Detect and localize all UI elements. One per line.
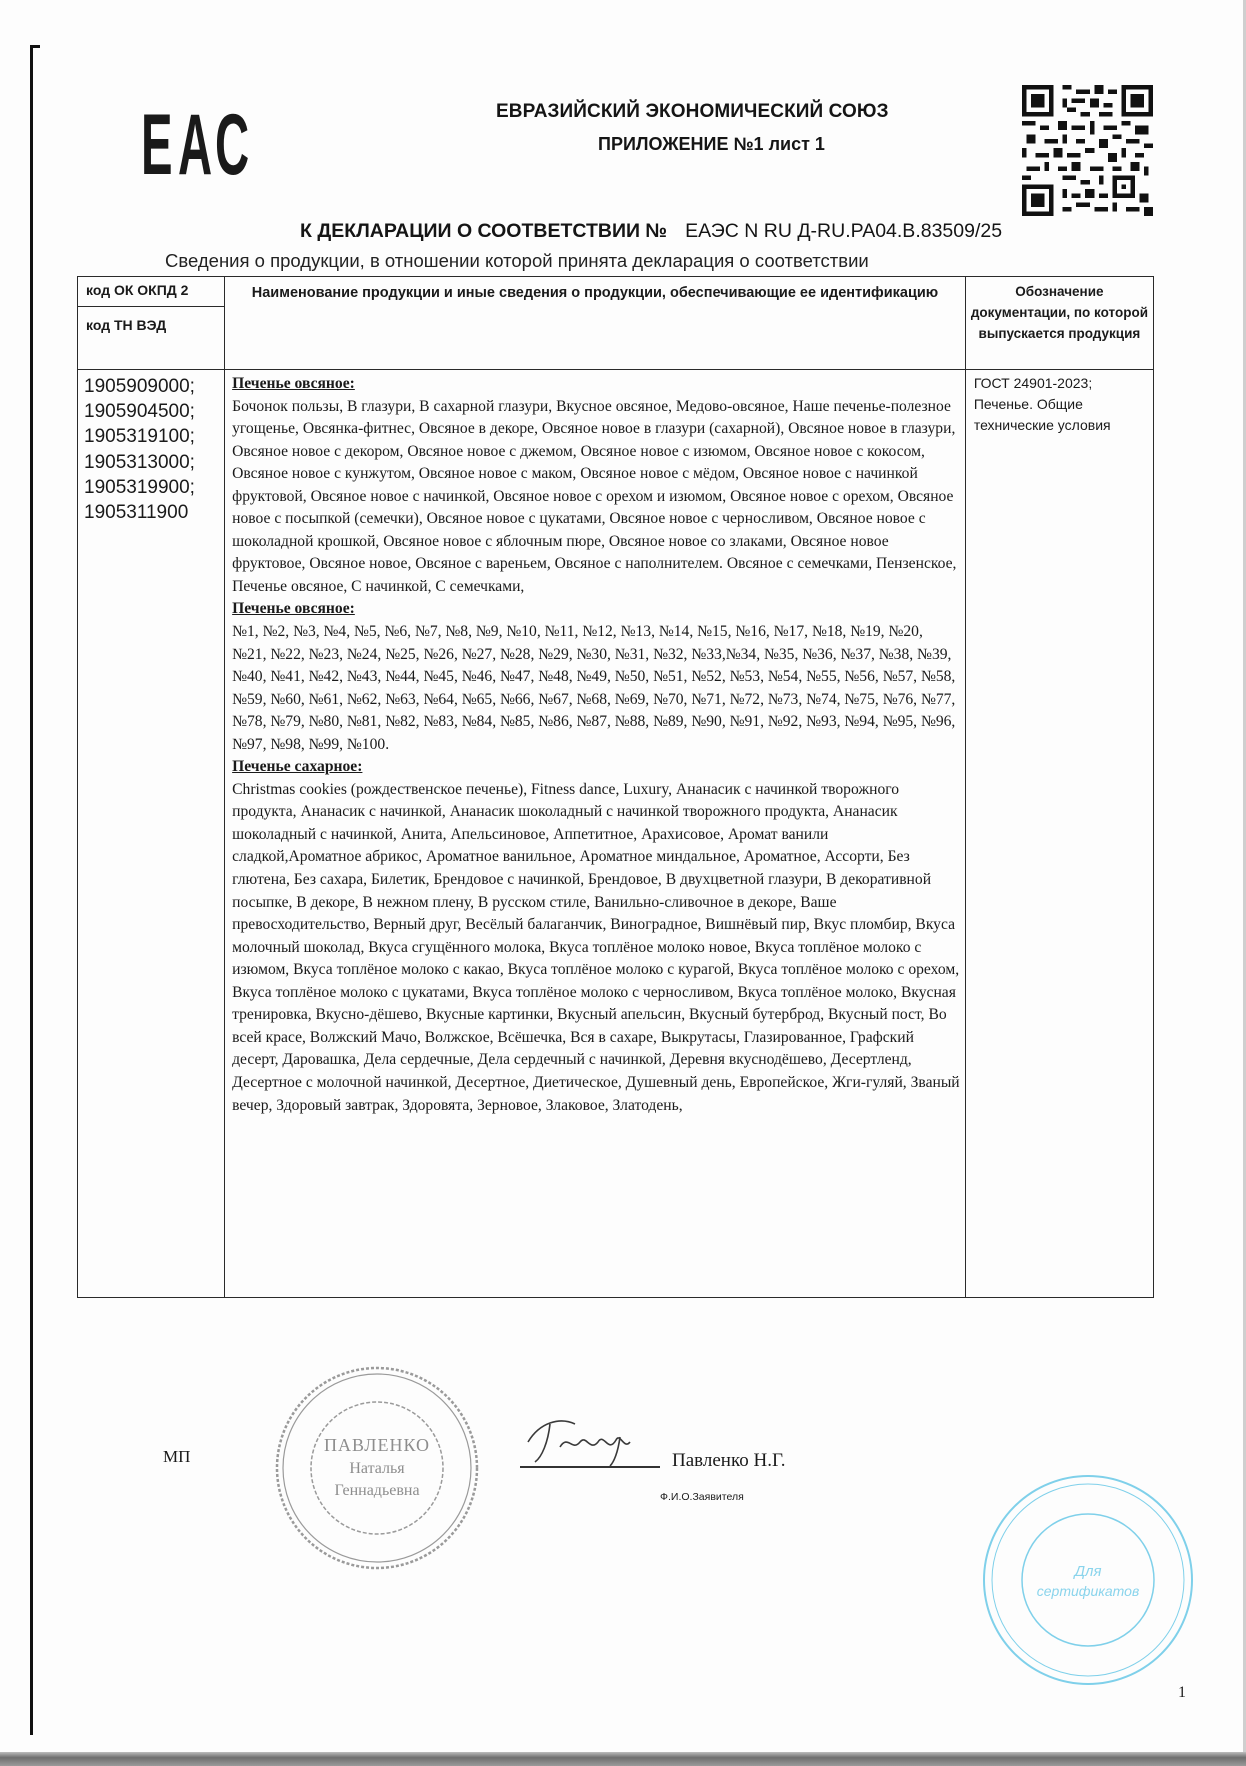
header-tnved-code: код ТН ВЭД [78,307,225,370]
section-text-oat-cookies: Бочонок пользы, В глазури, В сахарной глазури, Вкусное овсяное, Медово-овсяное, Наше печенье-полезное угощенье, Овсянка-фитнес, Овсяное в декоре, Овсяное новое в глазури (сахарной), Овсяное новое в глазури, Овсяное новое с декором, Овсяное новое с джемом, Овсяное новое с изюмом, Овсяное новое с кокосом, Овсяное новое с кунжутом, Овсяное новое с маком, Овсяное новое с мёдом, Овсяное новое с начинкой фруктовой, Овсяное новое с начинкой, Овсяное новое с орехом и изюмом, Овсяное новое с орехом, Овсяное новое с посыпкой (семечки), Овсяное новое с цукатами, Овсяное новое с черносливом, Овсяное новое с шоколадной крошкой, Овсяное новое с яблочным пюре, Овсяное новое со злаками, Овсяное новое фруктовое, Овсяное новое, Овсяное с вареньем, Овсяное с наполнителем. Овсяное с семечками, Пензенское, Печенье овсяное, С начинкой, С семечками, [232,397,957,595]
section-title-oat-cookies: Печенье овсяное: [232,375,355,392]
tnved-code: 1905313000; [84,451,195,473]
section-title-sugar-cookies: Печенье сахарное: [232,758,363,776]
declaration-reference [300,220,1002,243]
svg-text:ПАВЛЕНКО: ПАВЛЕНКО [323,1435,431,1455]
signer-name: Павленко Н.Г. [672,1450,786,1471]
svg-text:Для: Для [1074,1563,1102,1580]
section-text-oat-cookies-numbered: №1, №2, №3, №4, №5, №6, №7, №8, №9, №10, №11, №12, №13, №14, №15, №16, №17, №18, №19, №20, №21, №22, №23, №24, №25, №26, №27, №28, №29, №30, №31, №32, №33,№34, №35, №36, №37, №38, №39, №40, №41, №42, №43, №44, №45, №46, №47, №48, №49, №50, №51, №52, №53, №54, №55, №56, №57, №58, №59, №60, №61, №62, №63, №64, №65, №66, №67, №68, №69, №70, №71, №72, №73, №74, №75, №76, №77, №78, №79, №80, №81, №82, №83, №84, №85, №86, №87, №88, №89, №90, №91, №92, №93, №94, №95, №96, №97, №98, №99, №100. [232,623,956,753]
header-okpd-code: код ОК ОКПД 2 [78,277,225,307]
documentation-cell: ГОСТ 24901-2023; Печенье. Общие технические условия [965,370,1153,1298]
applicant-stamp-icon [272,1363,482,1573]
table-row [78,370,1154,1298]
qr-code-icon [1022,85,1153,216]
tnved-code: 1905319900; [84,476,195,498]
declaration-number: ЕАЭС N RU Д-RU.PA04.B.83509/25 [685,220,1003,242]
tnved-code: 1905319100; [84,426,195,448]
svg-text:сертификатов: сертификатов [1036,1583,1140,1599]
binding-edge-mark [30,45,33,1735]
signature-icon [520,1412,660,1467]
header-product-name: Наименование продукции и иные сведения о продукции, обеспечивающие ее идентификацию [225,277,966,370]
product-info-caption: Сведения о продукции, в отношении которой принята декларация о соответствии [165,250,869,271]
union-title: ЕВРАЗИЙСКИЙ ЭКОНОМИЧЕСКИЙ СОЮЗ [496,101,889,122]
svg-text:Наталья: Наталья [349,1460,405,1477]
signature-line [520,1466,660,1468]
certification-stamp-icon [978,1470,1198,1690]
tnved-code: 1905311900 [84,502,189,524]
tnved-code: 1905909000; [84,376,195,397]
tnved-code: 1905904500; [84,401,195,423]
scan-bottom-shadow [0,1752,1246,1766]
page-number: 1 [1178,1684,1186,1701]
codes-cell [78,370,225,1298]
section-text-sugar-cookies: Christmas cookies (рождественское печенье), Fitness dance, Luxury, Ананасик с начинкой творожного продукта, Ананасик с начинкой, Ананасик шоколадный с начинкой творожного продукта, Ананасик шоколадный с начинкой, Анита, Апельсиновое, Аппетитное, Арахисовое, Аромат ванили сладкой,Ароматное абрикос, Ароматное ванильное, Ароматное миндальное, Ароматное, Ассорти, Без глютена, Без сахара, Билетик, Брендовое с начинкой, Брендовое, В двухцветной глазури, В декоративной посыпке, В декоре, В нежном плену, В русском стиле, Ванильно-сливочное в декоре, Ваше превосходительство, Верный друг, Весёлый балаганчик, Виноградное, Вишнёвый пир, Вкус пломбир, Вкуса молочный шоколад, Вкуса сгущённого молока, Вкуса топлёное молоко новое, Вкуса топлёное молоко с изюмом, Вкуса топлёное молоко с какао, Вкуса топлёное молоко с курагой, Вкуса топлёное молоко с орехом, Вкуса топлёное молоко с цукатами, Вкуса топлёное молоко с черносливом, Вкуса топлёное молоко, Вкусная тренировка, Вкусно-дёшево, Вкусные картинки, Вкусный апельсин, Вкусный бутерброд, Вкусный пост, Во всей красе, Волжский Мачо, Волжское, Всёшечка, Вся в сахаре, Выкрутасы, Глазированное, Графский десерт, Даровашка, Дела сердечные, Дела сердечный с начинкой, Деревня вкуснодёшево, Десертленд, Десертное с молочной начинкой, Десертное, Диетическое, Душевный день, Европейское, Жги-гуляй, Званый вечер, Здоровый завтрак, Здоровята, Зерновое, Злаковое, Златодень, [232,780,960,1114]
declaration-label: К ДЕКЛАРАЦИИ О СООТВЕТСТВИИ № [300,220,668,242]
eac-logo-icon: Е А С [141,97,250,193]
signer-caption: Ф.И.О.Заявителя [660,1491,744,1503]
product-table [77,276,1154,1298]
svg-text:Геннадьевна: Геннадьевна [334,1482,420,1499]
header-documentation: Обозначение документации, по которой выпускается продукция [965,277,1153,370]
section-title-oat-cookies-numbered: Печенье овсяное: [232,600,355,618]
seal-placeholder-label: МП [163,1447,191,1466]
product-names-cell [225,370,966,1298]
appendix-title: ПРИЛОЖЕНИЕ №1 лист 1 [598,134,825,154]
